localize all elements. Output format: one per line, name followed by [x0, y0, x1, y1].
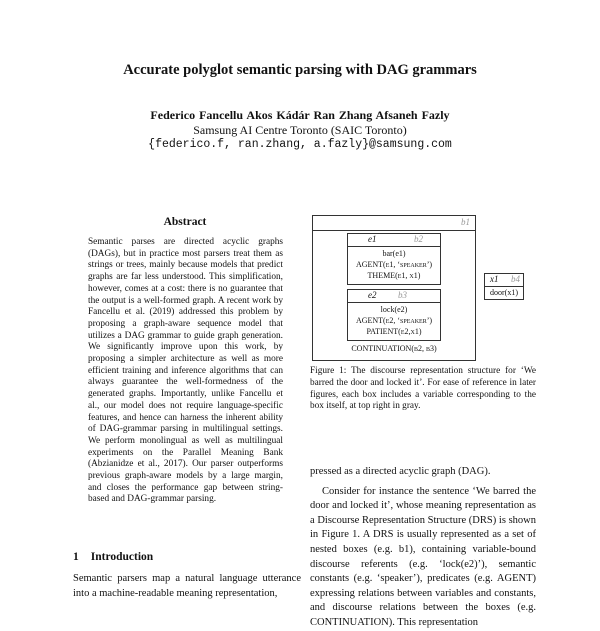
drs-box-x1-label: b4 [511, 274, 520, 284]
drs-box-e1-header [348, 234, 440, 247]
drs-condition: door(x1) [490, 288, 518, 297]
drs-box-e2-referent: e2 [368, 290, 377, 300]
author-list: Federico Fancellu Akos Kádár Ran Zhang Afsaneh Fazly [150, 108, 450, 122]
drs-condition: THEME(e1, x1) [367, 271, 421, 280]
drs-box-e2 [347, 289, 441, 341]
figure-caption: Figure 1: The discourse representation structure for ‘We barred the door and locked it’. For ease of reference in later figures, each box includes a variable corresponding to the box itself, at top right in gray. [310, 366, 536, 412]
paragraph: pressed as a directed acyclic graph (DAG). [310, 466, 491, 477]
section-number: 1 [73, 551, 79, 563]
drs-box-e2-header [348, 290, 440, 303]
drs-box-e1-label: b2 [414, 234, 423, 244]
drs-outer-box-label: b1 [461, 217, 470, 227]
drs-box-x1-referent: x1 [490, 274, 499, 284]
author-emails: {federico.f, ran.zhang, a.fazly}@samsung.com [148, 138, 452, 151]
section-heading-introduction [73, 551, 165, 563]
drs-box-e1-referent: e1 [368, 234, 377, 244]
drs-box-x1 [484, 273, 524, 300]
drs-condition: lock(e2) [380, 305, 408, 314]
affiliation: Samsung AI Centre Toronto (SAIC Toronto) [193, 123, 407, 137]
abstract-heading: Abstract [163, 216, 207, 228]
drs-continuation: CONTINUATION(b2, b3) [351, 344, 437, 353]
paragraph: Consider for instance the sentence ‘We barred the door and locked it’, whose meaning representation as a Discourse Representation Structure (DRS) is shown in Figure 1. A DRS is usually represented as a set of nested boxes (e.g. b1), containing variable-bound discourse referents (e.g. ‘lock(e2)’), semantic constants (e.g. ‘speaker’), predicates (e.g. AGENT) expressing relations between variables and constants, and discourse relations between the boxes (e.g. CONTINUATION). This representation [310, 485, 536, 628]
drs-condition: AGENT(e2, ‘speaker’) [355, 316, 433, 325]
drs-box-e2-label: b3 [398, 290, 407, 300]
introduction-text: Semantic parsers map a natural language utterance into a machine-readable meaning representation, [73, 573, 301, 599]
drs-condition: AGENT(e1, ‘speaker’) [355, 260, 433, 269]
abstract-text: Semantic parses are directed acyclic graphs (DAGs), but in practice most parsers treat them as strings or trees, mainly because models that predict graphs are far less understood. This simplification, however, comes at a cost: there is no guarantee that the output is a well-formed graph. A recent work by Fancellu et al. (2019) addressed this problem by proposing a graph-aware sequence model that utilizes a DAG grammar to guide graph generation. We significantly improve upon this work, by proposing a simpler architecture as well as more efficient training and inference algorithms that can always guarantee the well-formedness of the generated graphs. Importantly, unlike Fancellu et al., our model does not require language-specific features, and hence can harness the inherent ability of DAG-grammar parsing in multilingual settings. We perform monolingual as well as multilingual experiments on the Parallel Meaning Bank (Abzianidze et al., 2017). Our parser outperforms previous graph-aware models by a large margin, and closes the performance gap between string-based and DAG-grammar parsing. [88, 237, 283, 505]
paper-title: Accurate polyglot semantic parsing with DAG grammars [123, 62, 477, 78]
section-title: Introduction [90, 551, 154, 563]
drs-condition: PATIENT(e2,x1) [366, 327, 422, 336]
drs-outer-box-header [313, 216, 475, 231]
right-column-text [310, 465, 536, 631]
drs-condition: bar(e1) [382, 249, 406, 258]
drs-box-e1 [347, 233, 441, 285]
